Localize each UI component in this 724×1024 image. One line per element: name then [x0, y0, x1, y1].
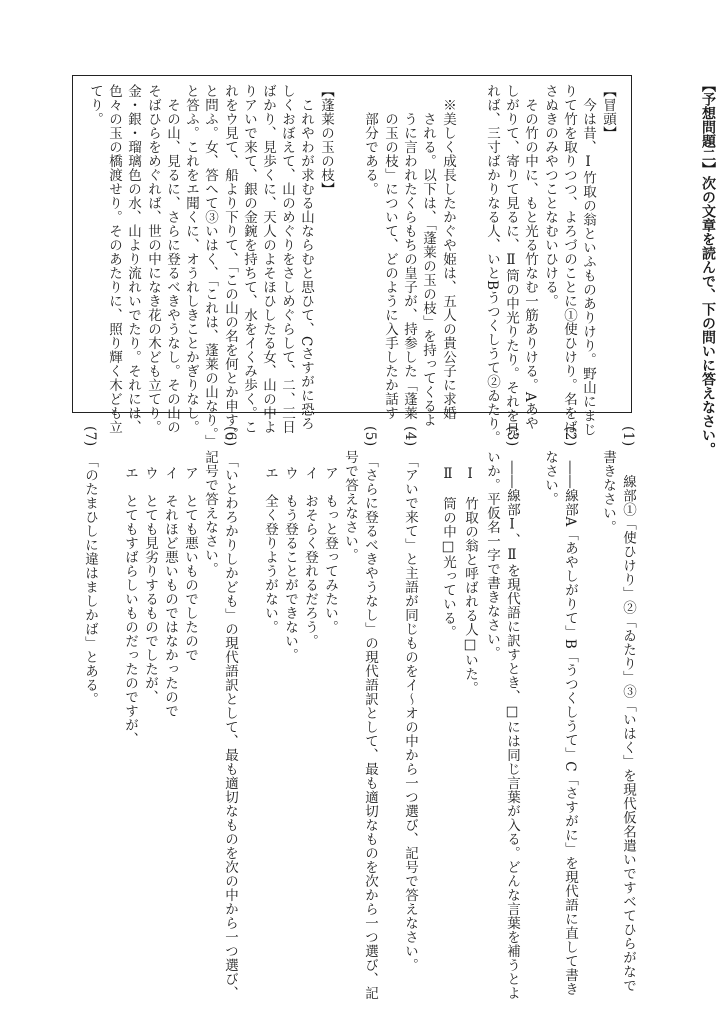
question-5-cont: 号で答えなさい。 — [342, 450, 358, 562]
answer-choice: イ それほど悪いものではなかったので — [162, 466, 178, 718]
question-2: (2) ――線部A「あやしがりて」B「うつくしうて」C「さすがに」を現代語に直して書き — [562, 426, 578, 997]
passage-line: これやわが求むる山ならむと思ひて、Cさすがに恐ろ — [298, 98, 314, 431]
passage-line: りて竹を取りつつ、よろづのことに①使ひけり。名をば、 — [561, 84, 577, 448]
passage-line: 【冒頭】 — [600, 84, 616, 140]
question-6: (6) 「いとわろかりしかども」の現代語訳として、最も適切なものを次の中から一つ選び、 — [222, 426, 238, 1000]
answer-choice: ウ とても見劣りするものでしたが、 — [142, 466, 158, 704]
passage-line: てり。 — [87, 84, 103, 126]
passage-note: される。以下は、「蓬莱の玉の枝」を持ってくるよ — [420, 112, 436, 428]
passage-line: ばかり、見歩くに、天人のよそほひしたる女、山の中よ — [260, 84, 276, 434]
question-1: (1) 線部①「使ひけり」②「ゐたり」③「いはく」を現代仮名遣いですべてひらがなで — [620, 426, 636, 993]
passage-line: れをウ見て、船より下りて、「この山の名を何とか申す。」 — [222, 84, 238, 449]
passage-line: その竹の中に、もと光る竹なむ一筋ありける。Aあや — [522, 98, 538, 431]
page-header: 【予想問題二】次の文章を読んで、下の問いに答えなさい。 — [700, 78, 716, 456]
passage-note: 部分である。 — [362, 112, 378, 196]
question-5: (5) 「さらに登るべきやうなし」の現代語訳として、最も適切なものを次から一つ選び、記 — [362, 426, 378, 1000]
passage-line: 【蓬莱の玉の枝】 — [318, 84, 334, 196]
passage-line: 金・銀・瑠璃色の水、山より流れいでたり。それには、 — [125, 84, 141, 434]
question-2-cont: なさい。 — [542, 450, 558, 506]
question-4: (4) 「アいで来て」と主語が同じものをイ～オの中から一つ選び、記号で答えなさい。 — [402, 426, 418, 972]
passage-line: りアいで来て、銀の金鋺を持ちて、水をイくみ歩く。こ — [241, 84, 257, 434]
question-1-cont: 書きなさい。 — [600, 450, 616, 534]
question-3: (3) ――線部Ⅰ、Ⅱを現代語に訳すとき、□には同じ言葉が入る。どんな言葉を補うとよ — [504, 426, 520, 1001]
passage-line: さぬきのみやつことなむいひける。 — [542, 84, 558, 308]
question-3-cont: いか。平仮名一字で書きなさい。 — [484, 450, 500, 660]
passage-note: の玉の枝」について、どのように入手したか話す — [382, 112, 398, 420]
passage-line: と答ふ。これをエ聞くに、オうれしきことかぎりなし。 — [183, 84, 199, 434]
passage-note: ※美しく成長したかぐや姫は、五人の貴公子に求婚 — [440, 98, 456, 420]
answer-choice: イ おそらく登れるだろう。 — [302, 466, 318, 648]
passage-line: 色々の玉の橋渡せり。そのあたりに、照り輝く木ども立 — [106, 84, 122, 434]
passage-line: と問ふ。女、答へて③いはく、「これは、蓬莱の山なり。」 — [202, 84, 218, 449]
answer-choice: ア もっと登ってみたい。 — [322, 466, 338, 634]
answer-choice: ア とても悪いものでしたので — [182, 466, 198, 662]
passage-line: しがりて、寄りて見るに、Ⅱ筒の中光りたり。それを見 — [503, 84, 519, 437]
answer-choice: エ 全く登りようがない。 — [262, 466, 278, 634]
passage-line: れば、三寸ばかりなる人、いとBうつくしうて②ゐたり。 — [484, 84, 500, 445]
question-6-cont: 記号で答えなさい。 — [202, 450, 218, 576]
passage-line: 今は昔、Ⅰ竹取の翁といふものありけり。野山にまじ — [580, 98, 596, 437]
passage-note: うに言われたくらもちの皇子が、持参した「蓬莱 — [401, 112, 417, 420]
answer-choice: エ とてもすばらしいものだったのですが、 — [122, 466, 138, 746]
passage-line: その山、見るに、さらに登るべきやうなし。その山の — [164, 98, 180, 434]
question-7: (7) 「のたまひしに違はましかば」とある。 — [82, 426, 98, 706]
question-3-item: Ⅱ 筒の中□光っている。 — [440, 466, 456, 639]
passage-line: しくおぼえて、山のめぐりをさしめぐらして、二、三日 — [279, 84, 295, 434]
question-3-item: Ⅰ 竹取の翁と呼ばれる人□いた。 — [462, 466, 478, 695]
passage-line: そばひらをめぐれば、世の中になき花の木ども立てり。 — [145, 84, 161, 434]
answer-choice: ウ もう登ることができない。 — [282, 466, 298, 662]
